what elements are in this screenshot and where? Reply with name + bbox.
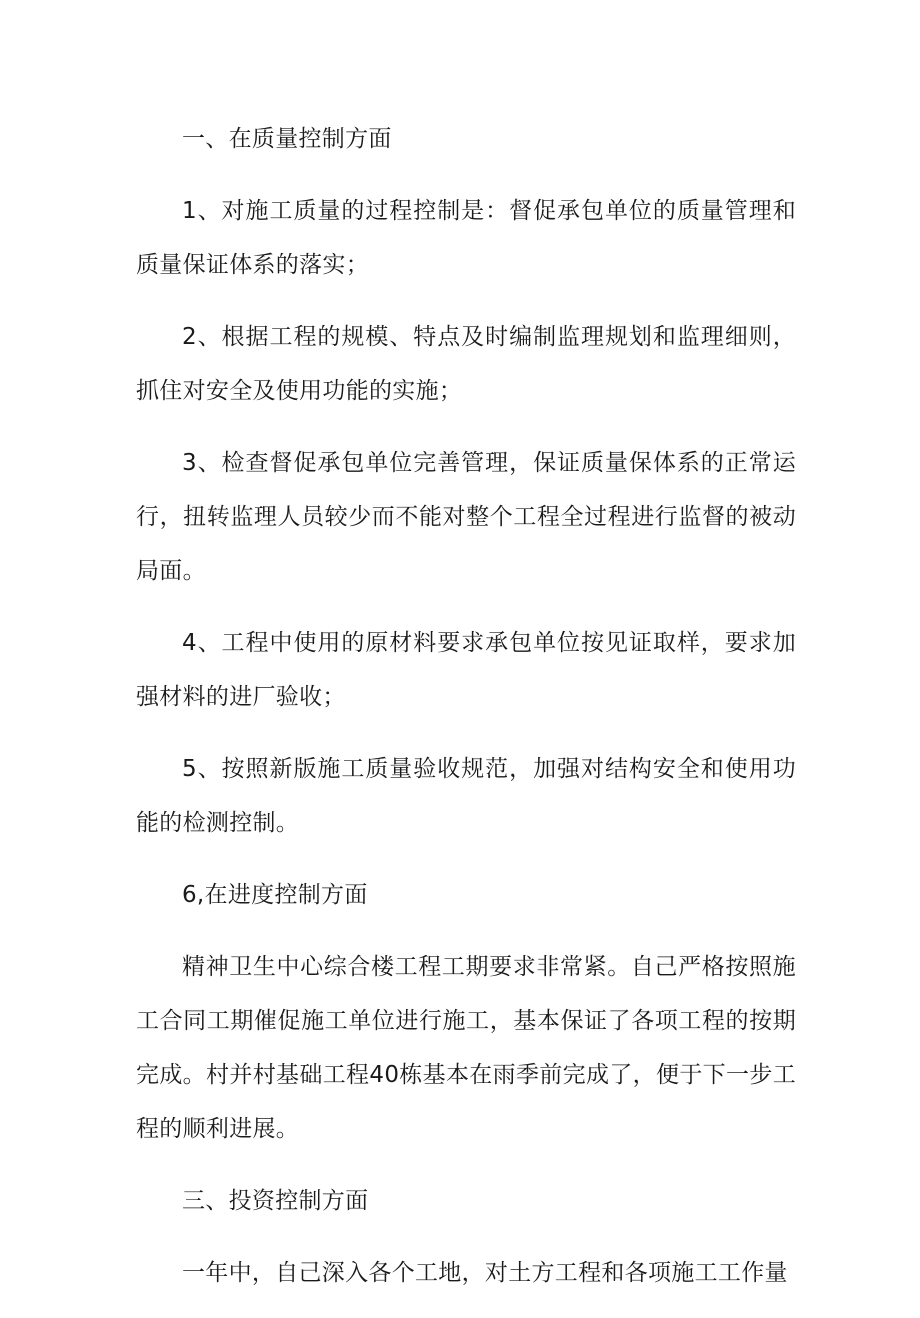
paragraph-investment-body: 一年中，自己深入各个工地，对土方工程和各项施工工作量 [182,1260,788,1286]
paragraph-item-2: 2、根据工程的规模、特点及时编制监理规划和监理细则，抓住对安全及使用功能的实施； [136,324,796,404]
section-heading-investment: 三、投资控制方面 [182,1188,369,1214]
paragraph-item-4: 4、工程中使用的原材料要求承包单位按见证取样，要求加强材料的进厂验收； [136,630,796,710]
paragraph-schedule-body: 精神卫生中心综合楼工程工期要求非常紧。自己严格按照施工合同工期催促施工单位进行施工，基本保证了各项工程的按期完成。村并村基础工程40栋基本在雨季前完成了，便于下一步工程的顺利进展。 [136,954,796,1142]
paragraph-item-3: 3、检查督促承包单位完善管理，保证质量保体系的正常运行，扭转监理人员较少而不能对整个工程全过程进行监督的被动局面。 [136,450,796,584]
paragraph-item-5: 5、按照新版施工质量验收规范，加强对结构安全和使用功能的检测控制。 [136,756,796,836]
section-heading-schedule: 6,在进度控制方面 [182,882,368,908]
section-heading-quality: 一、在质量控制方面 [182,126,392,152]
document-body [136,112,796,1318]
paragraph-item-1: 1、对施工质量的过程控制是：督促承包单位的质量管理和质量保证体系的落实； [136,198,796,278]
